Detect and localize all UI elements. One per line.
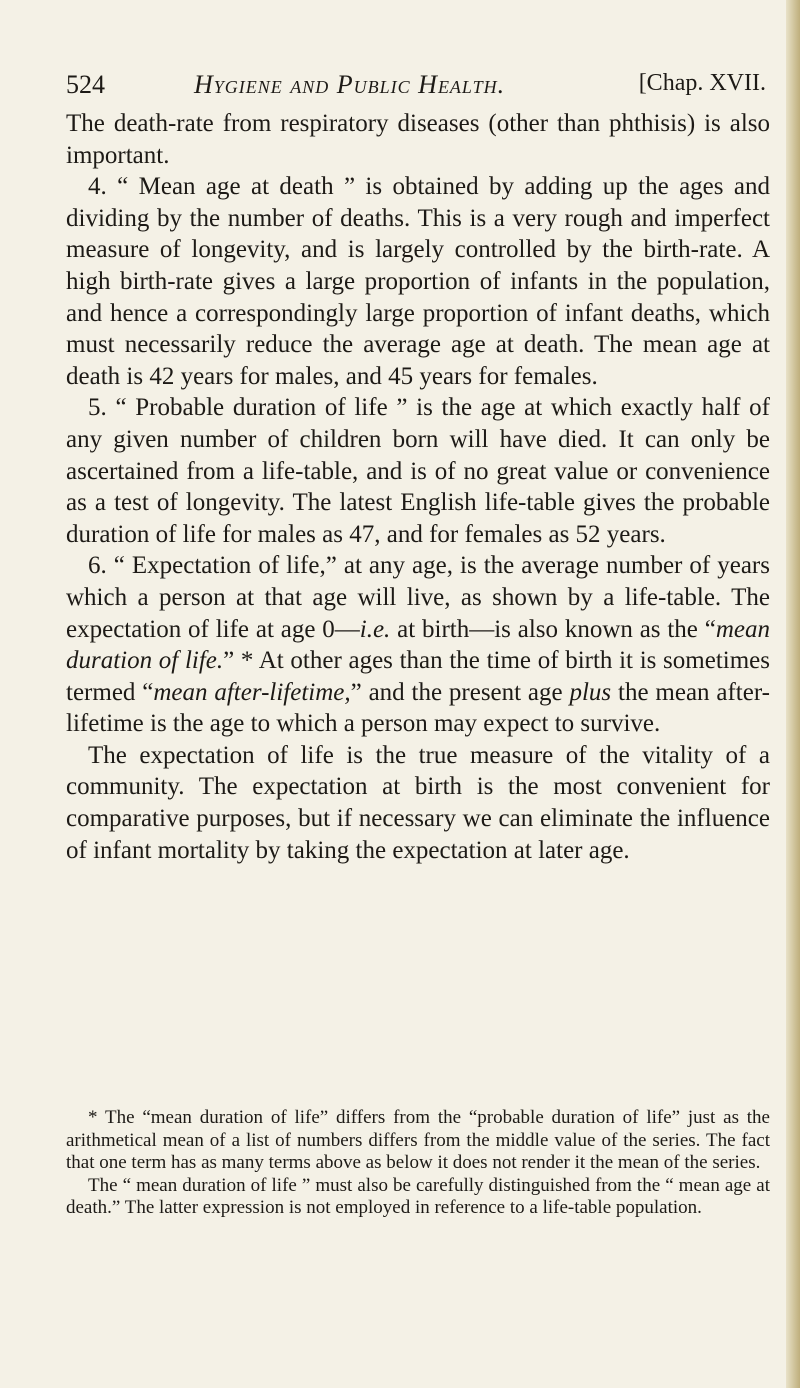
footnote <box>66 1107 770 1220</box>
italic-run: mean duration of life. <box>66 615 770 675</box>
text-run: the mean after-lifetime is the age to which a person may expect to survive. <box>66 678 771 738</box>
paragraph-intro: The death-rate from respiratory diseases (other than phthisis) is also important. <box>66 110 770 169</box>
paragraph-mean-age-at-death: 4. “ Mean age at death ” is obtained by adding up the ages and dividing by the number of deaths. This is a very rough and imperfect measure of longevity, and is largely controlled by the birth-rate. A high birth-rate gives a large proportion of infants in the population, and hence a correspondingly large proportion of infant deaths, which must necessarily reduce the average age at death. The mean age at death is 42 years for males, and 45 years for females. <box>66 173 770 390</box>
footnote-paragraph: The “ mean duration of life ” must also be carefully distinguished from the “ mean age at death.” The latter expression is not employed in reference to a life-table population. <box>66 1174 770 1218</box>
running-title: Hygiene and Public Health. <box>194 70 506 99</box>
footnote-paragraph: * The “mean duration of life” differs from the “probable duration of life” just as the arithmetical mean of a list of numbers differs from the middle value of the series. The fact that one term has as many terms above as below it does not render it the mean of the series. <box>66 1107 770 1173</box>
paragraph-vitality: The expectation of life is the true measure of the vitality of a community. The expectation at birth is the most convenient for comparative purposes, but if necessary we can eliminate the influence of infant mortality by taking the expectation at later age. <box>66 741 770 864</box>
italic-run: plus <box>569 678 612 706</box>
chapter-label: [Chap. XVII. <box>638 70 766 96</box>
page-number: 524 <box>66 70 105 99</box>
text-run: ” * At other ages than the time of birth it is sometimes termed “ <box>66 647 770 706</box>
running-header <box>66 70 766 106</box>
italic-run: i.e. <box>359 615 391 643</box>
paragraph-expectation-of-life <box>66 550 770 740</box>
page-edge <box>786 0 800 1388</box>
text-run: ” and the present age <box>350 678 570 706</box>
paragraph-probable-duration: 5. “ Probable duration of life ” is the age at which exactly half of any given number of children born will have died. It can only be ascertained from a life-table, and is of no great value or convenience as a test of longevity. The latest English life-table gives the probable duration of life for males as 47, and for females as 52 years. <box>66 394 770 548</box>
text-run: at birth—is also known as the “ <box>390 615 716 643</box>
main-text <box>66 108 770 866</box>
italic-run: mean after-lifetime, <box>153 678 351 706</box>
text-run: 6. “ Expectation of life,” at any age, is the average number of years which a person at that age will live, as shown by a life-table. The expectation of life at age 0— <box>66 552 770 643</box>
